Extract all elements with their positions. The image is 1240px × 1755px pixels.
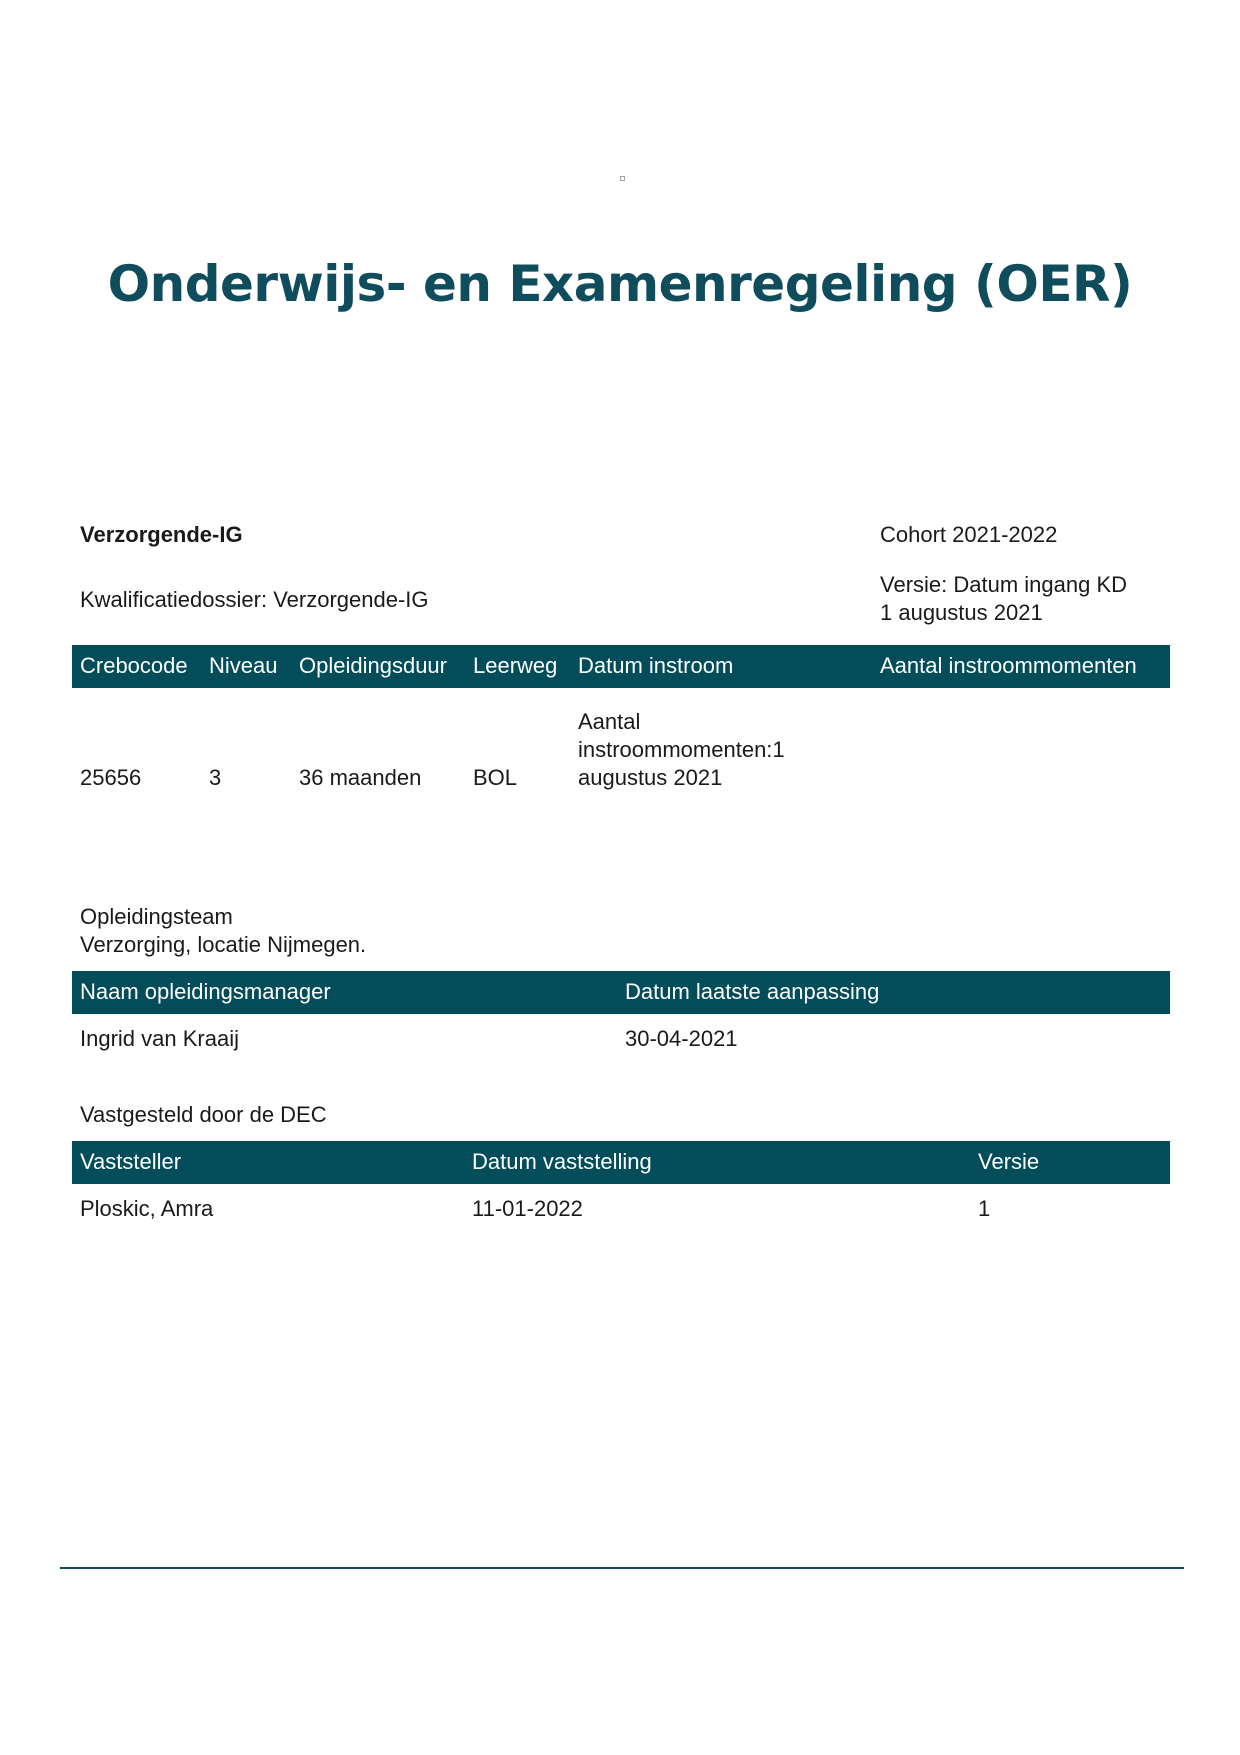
cell-versie: 1	[978, 1196, 991, 1221]
header-datum-laatste-aanpassing: Datum laatste aanpassing	[625, 979, 880, 1004]
header-niveau: Niveau	[209, 653, 278, 678]
header-aantal-instroommomenten: Aantal instroommomenten	[880, 653, 1137, 678]
version-line-1: Versie: Datum ingang KD	[880, 572, 1128, 597]
cell-instroom-line-2: instroommomenten:1	[578, 737, 785, 762]
header-versie: Versie	[978, 1149, 1040, 1174]
cell-niveau: 3	[209, 765, 222, 790]
cell-vaststeller: Ploskic, Amra	[80, 1196, 214, 1221]
cell-opleidingsduur: 36 maanden	[299, 765, 422, 790]
dossier-label: Kwalificatiedossier: Verzorgende-IG	[80, 587, 429, 612]
page-title: Onderwijs- en Examenregeling (OER)	[107, 255, 1133, 313]
footer-divider	[60, 1567, 1184, 1569]
logo-placeholder-icon	[620, 176, 625, 181]
cell-datum-vaststelling: 11-01-2022	[472, 1196, 583, 1221]
header-vaststeller: Vaststeller	[80, 1149, 182, 1174]
cell-laatste-aanpassing: 30-04-2021	[625, 1026, 738, 1051]
team-line-2: Verzorging, locatie Nijmegen.	[80, 932, 367, 957]
program-name: Verzorgende-IG	[80, 522, 243, 547]
header-datum-vaststelling: Datum vaststelling	[472, 1149, 652, 1174]
header-naam-opleidingsmanager: Naam opleidingsmanager	[80, 979, 331, 1004]
program-table-header	[72, 645, 1170, 688]
cell-crebocode: 25656	[80, 765, 142, 790]
cohort-label: Cohort 2021-2022	[880, 522, 1058, 547]
cell-leerweg: BOL	[473, 765, 518, 790]
header-opleidingsduur: Opleidingsduur	[299, 653, 447, 678]
cell-instroom-line-1: Aantal	[578, 709, 641, 734]
manager-table-header	[72, 971, 1170, 1014]
header-crebocode: Crebocode	[80, 653, 188, 678]
cell-manager-name: Ingrid van Kraaij	[80, 1026, 239, 1051]
dec-table-header	[72, 1141, 1170, 1184]
header-leerweg: Leerweg	[473, 653, 558, 678]
dec-label: Vastgesteld door de DEC	[80, 1102, 327, 1127]
header-datum-instroom: Datum instroom	[578, 653, 734, 678]
version-line-2: 1 augustus 2021	[880, 600, 1043, 625]
team-line-1: Opleidingsteam	[80, 904, 233, 929]
cell-instroom-line-3: augustus 2021	[578, 765, 723, 790]
